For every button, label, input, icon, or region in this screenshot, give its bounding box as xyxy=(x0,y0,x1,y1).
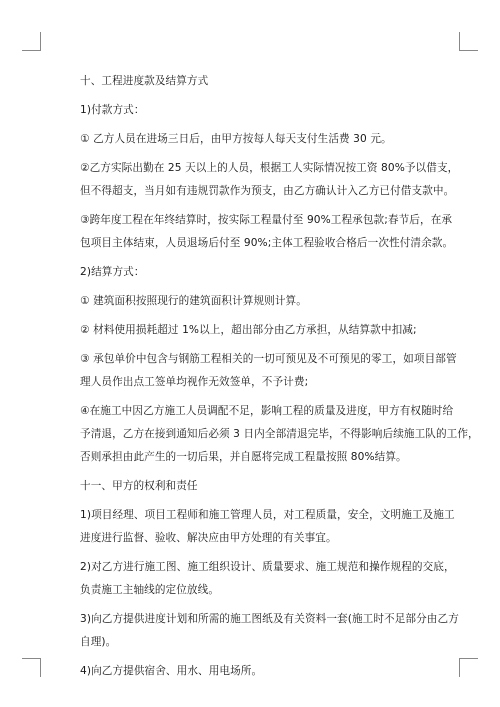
paragraph-line: 4)向乙方提供宿舍、用水、用电场所。 xyxy=(80,665,263,677)
paragraph-line: 自理)。 xyxy=(80,636,117,648)
paragraph-line: 3)向乙方提供进度计划和所需的施工图纸及有关资料一套(施工时不足部分由乙方 xyxy=(80,613,459,625)
paragraph-line: ②乙方实际出勤在 25 天以上的人员，根据工人实际情况按工资 80%予以借支， xyxy=(80,162,459,174)
settlement-item-1 xyxy=(80,290,435,313)
paragraph-line: 理人员作出点工签单均视作无效签单，不予计费; xyxy=(80,376,309,388)
settlement-item-4 xyxy=(80,400,479,469)
section-10-heading: 十、工程进度款及结算方式 xyxy=(80,75,209,87)
responsibility-item-4 xyxy=(80,660,435,683)
paragraph-line: ① 建筑面积按照现行的建筑面积计算规则计算。 xyxy=(80,295,307,307)
paragraph-line: ④在施工中因乙方施工人员调配不足，影响工程的质量及进度，甲方有权随时给 xyxy=(80,405,454,417)
paragraph-line: 否则承担由此产生的一切后果，并自愿将完成工程量按照 80%结算。 xyxy=(80,451,407,463)
paragraph-line: 1)项目经理、项目工程师和施工管理人员，对工程质量，安全，文明施工及施工 xyxy=(80,509,455,521)
payment-item-1 xyxy=(80,128,435,151)
responsibility-item-1 xyxy=(80,504,455,550)
settlement-method-heading: 2)结算方式： xyxy=(80,266,145,278)
section-11-heading: 十一、甲方的权利和责任 xyxy=(80,480,198,492)
responsibility-item-2 xyxy=(80,556,455,602)
payment-method-heading: 1)付款方式： xyxy=(80,104,145,116)
responsibility-item-3 xyxy=(80,608,459,654)
paragraph-line: 2)对乙方进行施工图、施工组织设计、质量要求、施工规范和操作规程的交底， xyxy=(80,561,455,573)
crop-mark-top-right xyxy=(459,32,478,51)
payment-method-heading-block xyxy=(80,99,435,122)
paragraph-line: 予清退，乙方在接到通知后必须 3 日内全部清退完毕，不得影响后续施工队的工作， xyxy=(80,428,479,440)
payment-item-2 xyxy=(80,157,459,203)
paragraph-line: ③ 承包单价中包含与钢筋工程相关的一切可预见及不可预见的零工，如项目部管 xyxy=(80,353,457,365)
section-11-heading-block xyxy=(80,475,435,498)
paragraph-line: ③跨年度工程在年终结算时，按实际工程量付至 90%工程承包款;春节后，在承 xyxy=(80,214,453,226)
paragraph-line: 进度进行监督、验收、解决应由甲方处理的有关事宜。 xyxy=(80,532,337,544)
section-10-heading-block xyxy=(80,70,435,93)
paragraph-line: 负责施工主轴线的定位放线。 xyxy=(80,584,220,596)
settlement-item-2 xyxy=(80,319,435,342)
settlement-item-3 xyxy=(80,348,457,394)
crop-mark-bottom-right xyxy=(459,658,478,677)
crop-mark-top-left xyxy=(22,32,41,51)
paragraph-line: ① 乙方人员在进场三日后，由甲方按每人每天支付生活费 30 元。 xyxy=(80,133,392,145)
paragraph-line: ② 材料使用损耗超过 1%以上，超出部分由乙方承担，从结算款中扣减; xyxy=(80,324,417,336)
paragraph-line: 但不得超支，当月如有违规罚款作为预支，由乙方确认计入乙方已付借支款中。 xyxy=(80,185,455,197)
paragraph-line: 包项目主体结束，人员退场后付至 90%;主体工程验收合格后一次性付清余款。 xyxy=(80,237,454,249)
document-body xyxy=(80,70,479,689)
crop-mark-bottom-left xyxy=(22,658,41,677)
payment-item-3 xyxy=(80,209,454,255)
settlement-method-heading-block xyxy=(80,261,435,284)
